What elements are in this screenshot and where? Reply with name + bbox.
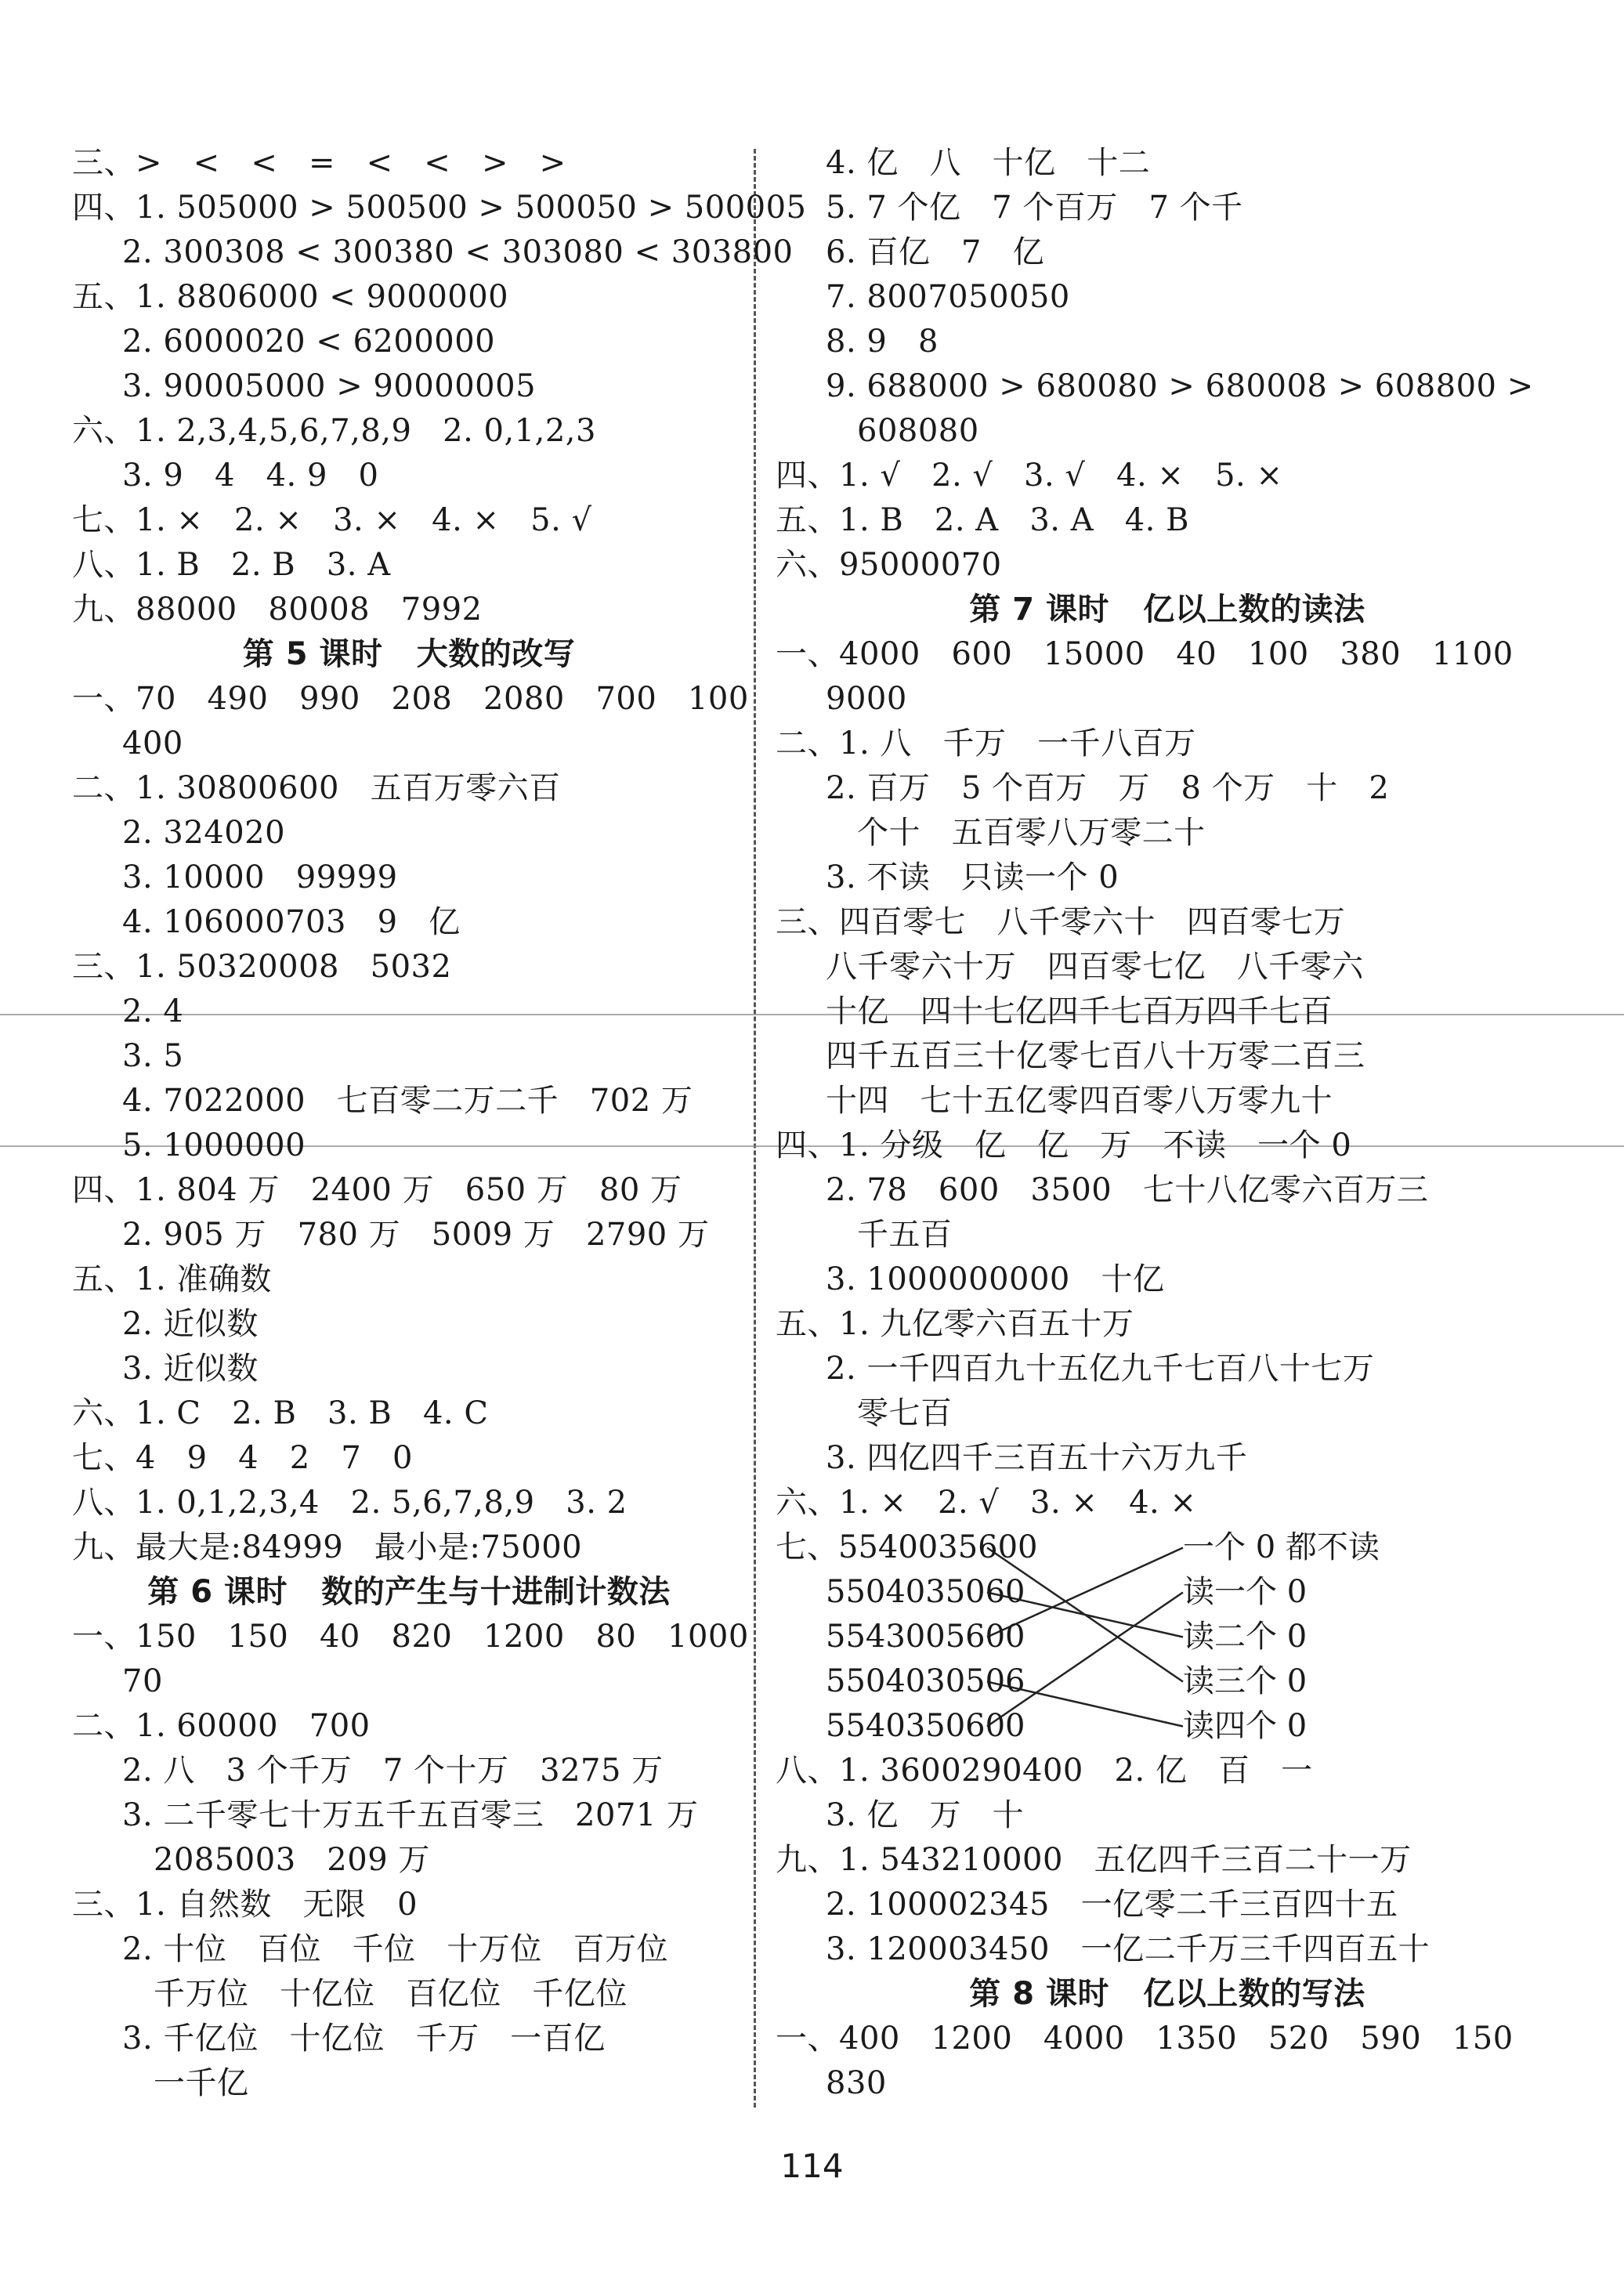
answer-line: 五、1. 准确数 (72, 1261, 272, 1297)
answer-line: 3. 近似数 (122, 1351, 259, 1387)
answer-line: 6. 百亿 7 亿 (826, 234, 1045, 270)
answer-line: 六、1. × 2. √ 3. × 4. × (776, 1485, 1197, 1521)
answer-line: 3. 二千零七十万五千五百零三 2071 万 (122, 1797, 699, 1833)
answer-line: 3. 9 4 4. 9 0 (122, 458, 379, 494)
lesson-heading: 第 7 课时 亿以上数的读法 (969, 592, 1365, 628)
match-right-item: 读四个 0 (1183, 1708, 1308, 1744)
answer-line: 一、150 150 40 820 1200 80 1000 (72, 1619, 749, 1655)
match-left-item: 5504035060 (826, 1574, 1025, 1610)
match-right-item: 读三个 0 (1183, 1663, 1308, 1699)
answer-line: 千五百 (857, 1217, 953, 1253)
lesson-heading: 第 5 课时 大数的改写 (242, 636, 576, 672)
answer-line: 2. 百万 5 个百万 万 8 个万 十 2 (826, 770, 1390, 806)
answer-line: 3. 1000000000 十亿 (826, 1261, 1165, 1297)
match-left-item: 七、5540035600 (776, 1529, 1038, 1565)
answer-line: 三、1. 50320008 5032 (72, 949, 452, 985)
answer-line: 五、1. 九亿零六百五十万 (776, 1306, 1134, 1342)
right-column-top (776, 141, 1559, 1525)
answer-line: 4. 7022000 七百零二万二千 702 万 (122, 1083, 693, 1119)
match-right-item: 读二个 0 (1183, 1619, 1308, 1655)
answer-line: 三、> < < = < < > > (72, 145, 566, 181)
answer-line: 2. 八 3 个千万 7 个十万 3275 万 (122, 1753, 664, 1789)
answer-line: 二、1. 八 千万 一千八百万 (776, 725, 1196, 762)
answer-line: 3. 不读 只读一个 0 (826, 859, 1119, 895)
answer-line: 2. 一千四百九十五亿九千七百八十七万 (826, 1351, 1375, 1387)
match-left-item: 5540350600 (826, 1708, 1025, 1744)
answer-line: 3. 120003450 一亿二千万三千四百五十 (826, 1931, 1430, 1967)
right-column (776, 141, 1559, 2106)
answer-line: 十四 七十五亿零四百零八万零九十 (826, 1083, 1333, 1119)
answer-line: 608080 (857, 413, 979, 449)
answer-line: 四、1. 分级 亿 亿 万 不读 一个 0 (776, 1127, 1352, 1163)
left-column (72, 141, 807, 2106)
answer-line: 一、400 1200 4000 1350 520 590 150 (776, 2021, 1514, 2057)
answer-line: 零七百 (857, 1395, 953, 1431)
answer-line: 7. 8007050050 (826, 279, 1070, 315)
answer-line: 二、1. 30800600 五百万零六百 (72, 770, 561, 806)
answer-line: 七、1. × 2. × 3. × 4. × 5. √ (72, 502, 592, 538)
answer-line: 2. 近似数 (122, 1306, 259, 1342)
answer-line: 2. 78 600 3500 七十八亿零六百万三 (826, 1172, 1429, 1208)
answer-line: 2. 十位 百位 千位 十万位 百万位 (122, 1931, 668, 1967)
answer-line: 4. 亿 八 十亿 十二 (826, 145, 1151, 181)
lesson-heading: 第 8 课时 亿以上数的写法 (969, 1976, 1365, 2012)
answer-line: 千万位 十亿位 百亿位 千亿位 (154, 1976, 628, 2012)
answer-line: 3. 90005000 > 90000005 (122, 368, 537, 404)
column-divider (754, 149, 756, 2108)
answer-line: 5. 7 个亿 7 个百万 7 个千 (826, 190, 1243, 226)
answer-line: 830 (826, 2065, 887, 2101)
answer-line: 9000 (826, 681, 907, 717)
answer-line: 九、88000 80008 7992 (72, 592, 483, 628)
answer-line: 3. 10000 99999 (122, 859, 398, 895)
answer-line: 六、1. 2,3,4,5,6,7,8,9 2. 0,1,2,3 (72, 413, 596, 449)
answer-line: 四、1. √ 2. √ 3. √ 4. × 5. × (776, 458, 1283, 494)
answer-line: 八、1. B 2. B 3. A (72, 547, 391, 583)
match-right-item: 读一个 0 (1183, 1574, 1308, 1610)
answer-line: 六、95000070 (776, 547, 1002, 583)
answer-line: 九、最大是:84999 最小是:75000 (72, 1529, 583, 1565)
answer-line: 8. 9 8 (826, 324, 939, 360)
answer-line: 四、1. 505000 > 500500 > 500050 > 500005 (72, 190, 807, 226)
answer-line: 2. 4 (122, 993, 184, 1029)
answer-line: 400 (122, 725, 183, 762)
answer-line: 八千零六十万 四百零七亿 八千零六 (826, 949, 1364, 985)
right-column-bottom (776, 1749, 1559, 2106)
answer-line: 七、4 9 4 2 7 0 (72, 1440, 413, 1476)
answer-line: 2. 6000020 < 6200000 (122, 324, 496, 360)
answer-line: 十亿 四十七亿四千七百万四千七百 (826, 993, 1333, 1029)
answer-line: 2. 905 万 780 万 5009 万 2790 万 (122, 1217, 710, 1253)
answer-line: 二、1. 60000 700 (72, 1708, 371, 1744)
answer-line: 4. 106000703 9 亿 (122, 904, 461, 940)
answer-line: 四千五百三十亿零七百八十万零二百三 (826, 1038, 1365, 1074)
answer-line: 3. 四亿四千三百五十六万九千 (826, 1440, 1248, 1476)
answer-line: 五、1. B 2. A 3. A 4. B (776, 502, 1190, 538)
answer-line: 六、1. C 2. B 3. B 4. C (72, 1395, 489, 1431)
answer-line: 四、1. 804 万 2400 万 650 万 80 万 (72, 1172, 682, 1208)
answer-line: 5. 1000000 (122, 1127, 306, 1163)
answer-line: 八、1. 3600290400 2. 亿 百 一 (776, 1753, 1313, 1789)
answer-line: 一、4000 600 15000 40 100 380 1100 (776, 636, 1514, 672)
match-right-item: 一个 0 都不读 (1183, 1529, 1380, 1565)
answer-line: 9. 688000 > 680080 > 680008 > 608800 > (826, 368, 1534, 404)
answer-line: 一、70 490 990 208 2080 700 100 (72, 681, 749, 717)
answer-line: 八、1. 0,1,2,3,4 2. 5,6,7,8,9 3. 2 (72, 1485, 628, 1521)
matching-exercise (776, 1525, 1559, 1749)
match-left-item: 5504030506 (826, 1663, 1025, 1699)
answer-line: 一千亿 (154, 2065, 249, 2101)
answer-line: 2085003 209 万 (154, 1842, 430, 1878)
lesson-heading: 第 6 课时 数的产生与十进制计数法 (147, 1574, 671, 1610)
answer-line: 三、四百零七 八千零六十 四百零七万 (776, 904, 1346, 940)
answer-line: 70 (122, 1663, 163, 1699)
answer-line: 2. 300308 < 300380 < 303080 < 303800 (122, 234, 794, 270)
match-left-item: 5543005600 (826, 1619, 1025, 1655)
answer-line: 3. 5 (122, 1038, 184, 1074)
page-number: 114 (780, 2147, 844, 2185)
answer-line: 2. 100002345 一亿零二千三百四十五 (826, 1887, 1398, 1923)
answer-line: 3. 亿 万 十 (826, 1797, 1025, 1833)
answer-line: 九、1. 543210000 五亿四千三百二十一万 (776, 1842, 1412, 1878)
answer-line: 3. 千亿位 十亿位 千万 一百亿 (122, 2021, 606, 2057)
answer-line: 五、1. 8806000 < 9000000 (72, 279, 509, 315)
answer-line: 三、1. 自然数 无限 0 (72, 1887, 418, 1923)
answer-line: 个十 五百零八万零二十 (857, 815, 1206, 851)
answer-line: 2. 324020 (122, 815, 286, 851)
